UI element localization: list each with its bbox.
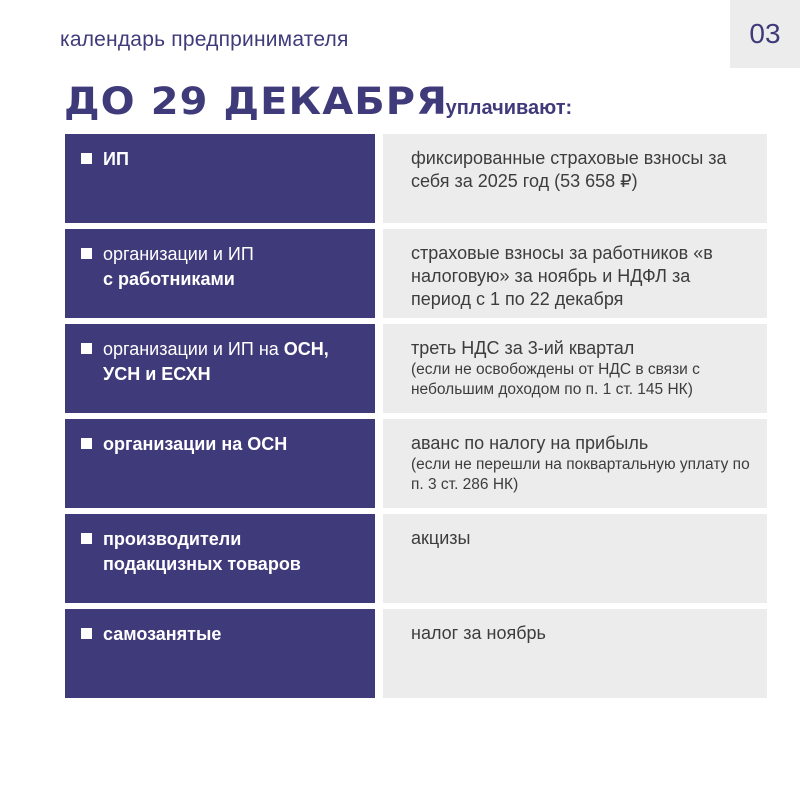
payment-description: налог за ноябрь	[411, 623, 546, 643]
square-bullet-icon	[81, 628, 92, 639]
payer-name: организации на ОСН	[103, 434, 288, 454]
payer-cell	[65, 134, 375, 223]
payer-name: производители подакцизных товаров	[103, 529, 301, 574]
payment-note: (если не перешли на поквартальную уплату по п. 3 ст. 286 НК)	[411, 456, 750, 493]
payer-name: самозанятые	[103, 624, 222, 644]
payment-description: акцизы	[411, 528, 471, 548]
table-row	[65, 229, 767, 318]
square-bullet-icon	[81, 533, 92, 544]
payment-cell	[383, 514, 767, 603]
payment-cell	[383, 609, 767, 698]
pay-label: уплачивают:	[445, 97, 573, 119]
payment-cell	[383, 229, 767, 318]
payer-cell	[65, 609, 375, 698]
table-row	[65, 324, 767, 413]
payment-description: аванс по налогу на прибыль	[411, 433, 649, 453]
page-subtitle: календарь предпринимателя	[60, 28, 349, 51]
table-row	[65, 419, 767, 508]
page-number: 03	[730, 0, 800, 68]
payer-qualifier: ОСН, УСН и ЕСХН	[103, 339, 329, 384]
payment-cell	[383, 134, 767, 223]
payment-description: фиксированные страховые взносы за себя за 2025 год (53 658 ₽)	[411, 148, 727, 191]
payment-description: треть НДС за 3-ий квартал	[411, 338, 635, 358]
headline	[64, 80, 572, 123]
payment-cell	[383, 419, 767, 508]
deadline-title: ДО 29 ДЕКАБРЯ	[64, 80, 449, 123]
table-row	[65, 609, 767, 698]
payment-cell	[383, 324, 767, 413]
payer-qualifier: с работниками	[103, 269, 235, 289]
payer-name: организации и ИП	[103, 244, 254, 264]
payment-note: (если не освобождены от НДС в связи с небольшим доходом по п. 1 ст. 145 НК)	[411, 361, 700, 398]
tax-table	[65, 134, 767, 704]
square-bullet-icon	[81, 153, 92, 164]
payer-name: организации и ИП на	[103, 339, 279, 359]
payer-cell	[65, 514, 375, 603]
square-bullet-icon	[81, 248, 92, 259]
table-row	[65, 134, 767, 223]
payer-cell	[65, 324, 375, 413]
square-bullet-icon	[81, 343, 92, 354]
payer-cell	[65, 419, 375, 508]
payer-cell	[65, 229, 375, 318]
square-bullet-icon	[81, 438, 92, 449]
payer-name: ИП	[103, 149, 129, 169]
table-row	[65, 514, 767, 603]
payment-description: страховые взносы за работников «в налоговую» за ноябрь и НДФЛ за период с 1 по 22 декабря	[411, 243, 713, 309]
